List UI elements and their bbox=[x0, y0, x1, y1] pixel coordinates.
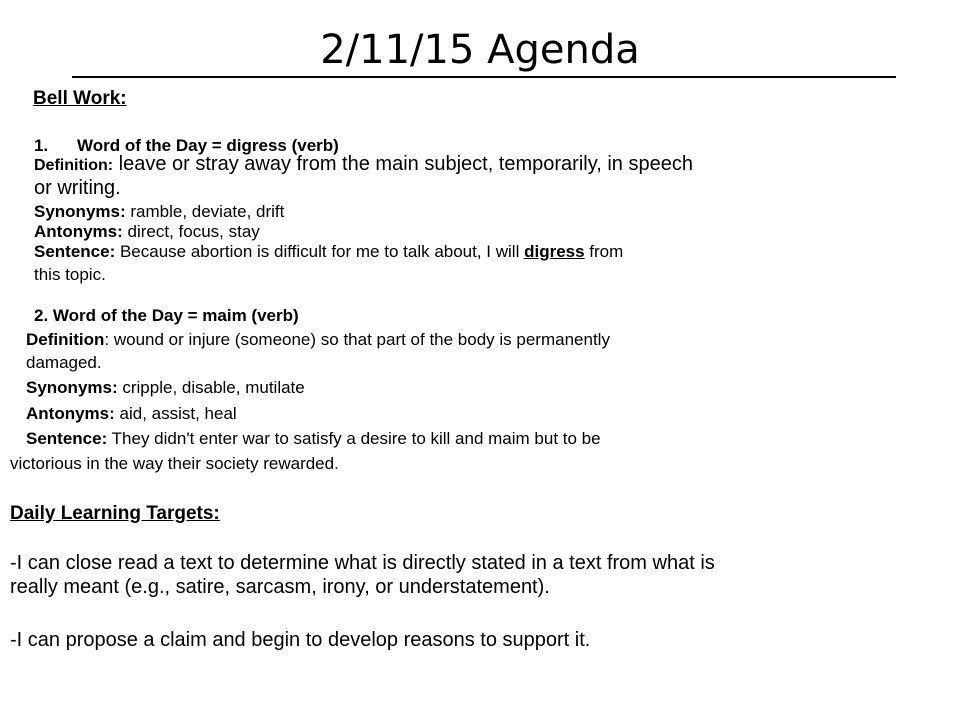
word2-antonyms bbox=[26, 404, 237, 424]
learning-targets-heading: Daily Learning Targets: bbox=[10, 503, 220, 524]
word1-synonyms-label: Synonyms: bbox=[34, 202, 126, 221]
word1-sentence-text: Because abortion is difficult for me to talk about, I will bbox=[115, 242, 525, 261]
word1-synonyms bbox=[34, 202, 284, 222]
word2-sentence-label: Sentence: bbox=[26, 429, 108, 448]
word1-antonyms-text: direct, focus, stay bbox=[122, 222, 260, 241]
word2-definition-continued: damaged. bbox=[26, 353, 102, 372]
slide-title: 2/11/15 Agenda bbox=[320, 27, 640, 73]
word2-antonyms-text: aid, assist, heal bbox=[114, 404, 237, 423]
word2-sentence-text: They didn't enter war to satisfy a desire to kill and maim but to be bbox=[107, 429, 601, 448]
word2-antonyms-label: Antonyms: bbox=[26, 404, 115, 423]
word2-heading: 2. Word of the Day = maim (verb) bbox=[34, 306, 299, 325]
learning-target-1-continued: really meant (e.g., satire, sarcasm, irony, or understatement). bbox=[10, 576, 550, 598]
word2-synonyms-text: cripple, disable, mutilate bbox=[117, 378, 305, 397]
word1-sentence-highlight: digress bbox=[524, 242, 585, 261]
word2-sentence bbox=[26, 429, 601, 449]
word1-sentence-label: Sentence: bbox=[34, 242, 116, 261]
word2-synonyms bbox=[26, 378, 305, 398]
word1-antonyms bbox=[34, 222, 260, 242]
word1-definition-label: Definition: bbox=[34, 157, 114, 174]
word1-number: 1. bbox=[34, 136, 49, 155]
word2-definition-label: Definition bbox=[26, 330, 105, 349]
word2-definition bbox=[26, 330, 610, 350]
word1-sentence-continued: this topic. bbox=[34, 265, 106, 284]
word2-sentence-continued: victorious in the way their society rewarded. bbox=[10, 454, 339, 473]
word1-heading-text: Word of the Day = digress (verb) bbox=[77, 136, 339, 155]
word1-sentence bbox=[34, 242, 623, 262]
learning-target-2: -I can propose a claim and begin to develop reasons to support it. bbox=[10, 629, 591, 651]
word1-definition bbox=[34, 154, 693, 176]
word1-definition-continued: or writing. bbox=[34, 177, 121, 199]
learning-target-1: -I can close read a text to determine what is directly stated in a text from what is bbox=[10, 552, 715, 574]
word1-definition-text: leave or stray away from the main subject, temporarily, in speech bbox=[113, 153, 693, 175]
word1-sentence-after: from bbox=[584, 242, 624, 261]
word2-synonyms-label: Synonyms: bbox=[26, 378, 118, 397]
word1-synonyms-text: ramble, deviate, drift bbox=[125, 202, 285, 221]
title-underline bbox=[72, 76, 896, 78]
bell-work-heading: Bell Work: bbox=[33, 88, 127, 109]
word2-definition-text: : wound or injure (someone) so that part of the body is permanently bbox=[104, 330, 610, 349]
word1-antonyms-label: Antonyms: bbox=[34, 222, 123, 241]
